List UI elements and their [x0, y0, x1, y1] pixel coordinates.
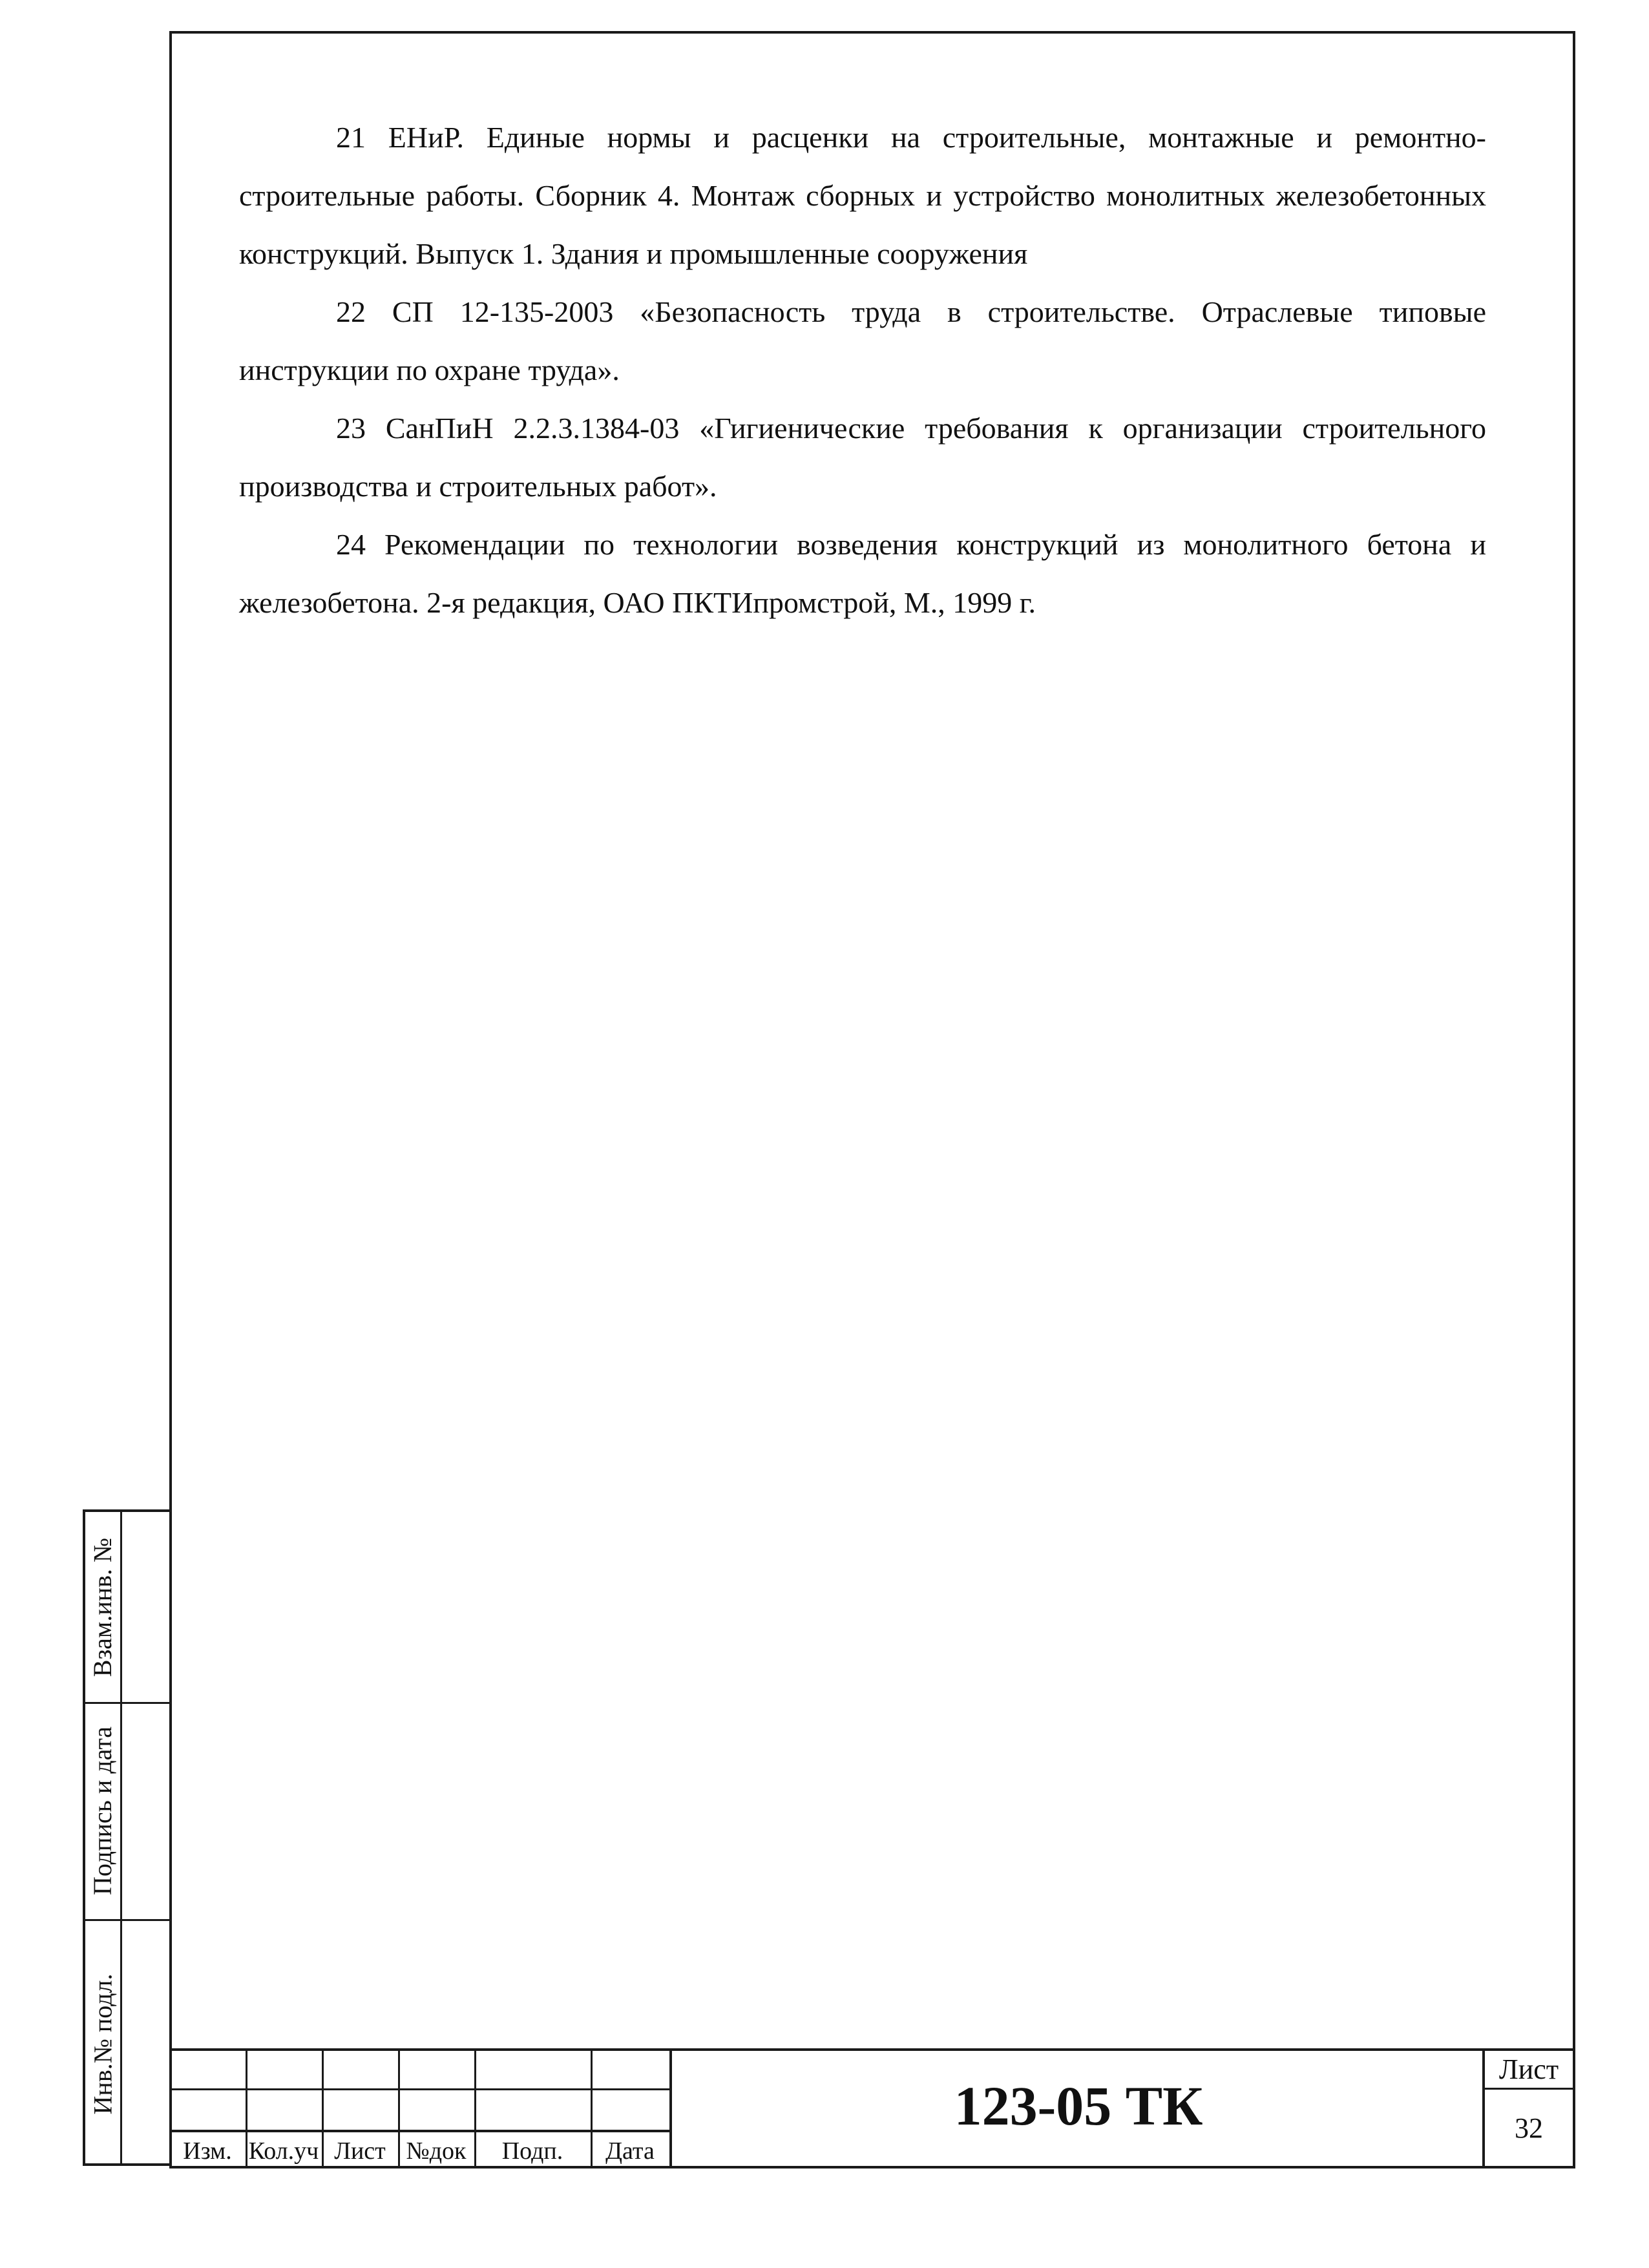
reference-item: 23 СанПиН 2.2.3.1384-03 «Гигиенические требования к организации строительного производства и строительных работ».: [239, 412, 1486, 503]
column-header-doc-no: №док: [406, 2137, 467, 2165]
grid-line: [169, 2088, 669, 2090]
title-block: [169, 2048, 1573, 2166]
side-stamp: [83, 1509, 169, 2166]
column-header-change: Изм.: [183, 2137, 232, 2165]
column-header-count: Кол.уч: [248, 2137, 319, 2165]
column-header-signature: Подп.: [501, 2137, 563, 2165]
sheet-cell: [1482, 2048, 1573, 2166]
column-header-date: Дата: [605, 2137, 655, 2165]
side-stamp-divider: [120, 1512, 122, 2163]
sheet-number: 32: [1515, 2112, 1543, 2144]
sheet-label: Лист: [1485, 2051, 1573, 2090]
signature-date-label: Подпись и дата: [88, 1726, 118, 1895]
reference-item: 22 СП 12-135-2003 «Безопасность труда в строительстве. Отраслевые типовые инструкции по охране труда».: [239, 295, 1486, 386]
original-inv-label: Инв.№ подл.: [88, 1973, 118, 2114]
grid-line: [169, 2130, 669, 2132]
reference-item: 24 Рекомендации по технологии возведения конструкций из монолитного бетона и железобетона. 2-я редакция, ОАО ПКТИпромстрой, М., 1999 г.: [239, 528, 1486, 619]
revision-table: [169, 2048, 669, 2166]
references-list: [239, 109, 1486, 632]
column-header-sheet: Лист: [334, 2137, 386, 2165]
document-code: 123-05 ТК: [954, 2075, 1203, 2137]
document-code-cell: [669, 2048, 1485, 2166]
reference-item: 21 ЕНиР. Единые нормы и расценки на строительные, монтажные и ремонтно-строительные работы. Сборник 4. Монтаж сборных и устройство монолитных железобетонных конструкций. Выпуск 1. Здания и промышленные сооружения: [239, 121, 1486, 270]
replaced-inv-label: Взам.инв. №: [88, 1537, 118, 1677]
